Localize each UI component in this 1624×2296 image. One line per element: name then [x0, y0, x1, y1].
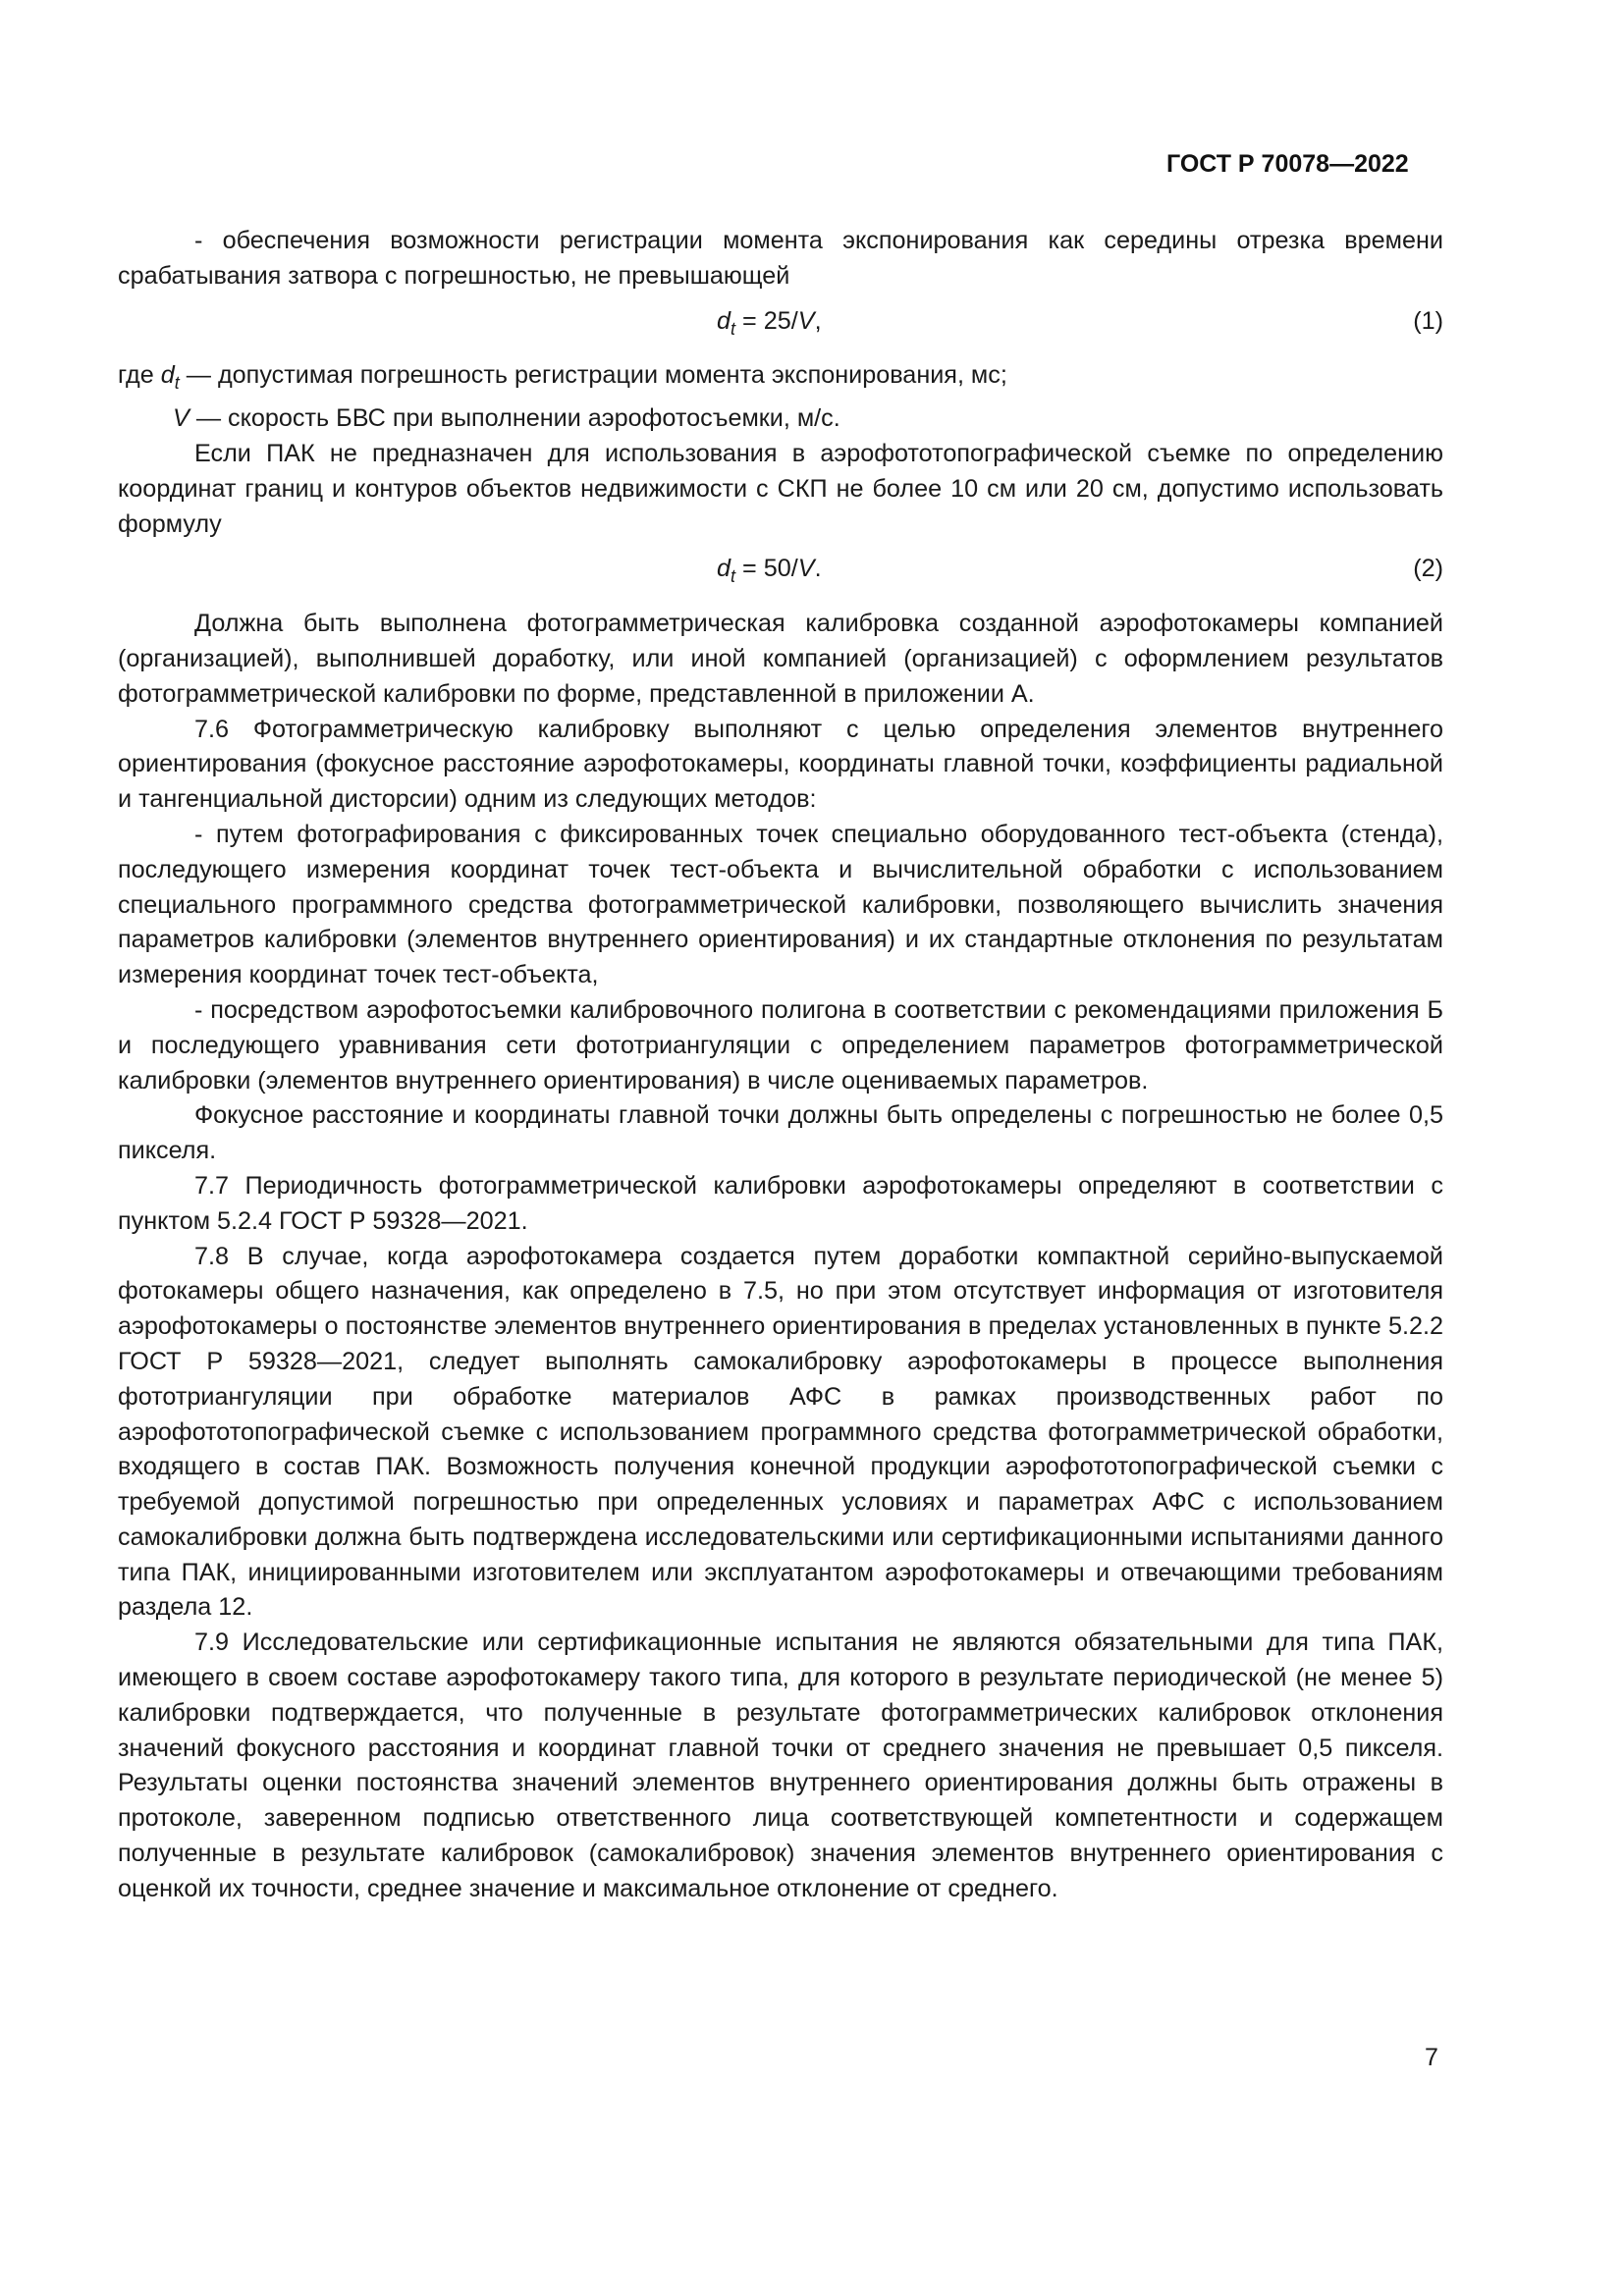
document-body [118, 224, 1443, 1907]
paragraph-if-not-intended: Если ПАК не предназначен для использования в аэрофототопографической съемке по определению координат границ и контуров объектов недвижимости с СКП не более 10 см или 20 см, допустимо использовать формулу [118, 439, 1443, 538]
formula-1-expression: $d_t = 25/V$, [717, 306, 822, 339]
formula-2 [118, 552, 1443, 587]
formula-1-number: (1) [1413, 306, 1443, 335]
bullet-7-6-test-object: - путем фотографирования с фиксированных точек специально оборудованного тест-объекта (стенда), последующего измерения координат точек тест-объекта и вычислительной обработки с использованием специального программного средства фотограмметрической калибровки, позволяющего вычислить значения параметров калибровки (элементов внутреннего ориентирования) и их стандартные отклонения по результатам измерения координат точек тест-объекта, [118, 820, 1443, 989]
bullet-7-6-polygon: - посредством аэрофотосъемки калибровочного полигона в соответствии с рекомендациями приложения Б и последующего уравнивания сети фототриангуляции с определением параметров фотограмметрической калибровки (элементов внутреннего ориентирования) в числе оцениваемых параметров. [118, 995, 1443, 1095]
paragraph-calibration-required: Должна быть выполнена фотограмметрическая калибровка созданной аэрофотокамеры компанией (организацией), выполнившей доработку, или иной компанией (организацией) с оформлением результатов фотограмметрической калибровки по форме, представленной в приложении А. [118, 610, 1443, 708]
paragraph-7-8: 7.8 В случае, когда аэрофотокамера создается путем доработки компактной серийно-выпускаемой фотокамеры общего назначения, как определено в 7.5, но при этом отсутствует информация от изготовителя аэрофотокамеры о постоянстве элементов внутреннего ориентирования в пределах установленных в пункте 5.2.2 ГОСТ Р 59328—2021, следует выполнять самокалибровку аэрофотокамеры в процессе выполнения фототриангуляции при обработке материалов АФС в рамках производственных работ по аэрофототопографической съемке с использованием программного средства фотограмметрической обработки, входящего в состав ПАК. Возможность получения конечной продукции аэрофототопографической съемки с требуемой допустимой погрешностью при определенных условиях и параметрах АФС с использованием самокалибровки должна быть подтверждена исследовательскими или сертификационными испытаниями данного типа ПАК, инициированными изготовителем или эксплуатантом аэрофотокамеры и отвечающими требованиям раздела 12. [118, 1242, 1443, 1622]
paragraph-7-7: 7.7 Периодичность фотограмметрической калибровки аэрофотокамеры определяют в соответствии с пунктом 5.2.4 ГОСТ Р 59328—2021. [118, 1171, 1443, 1235]
where-v-line: V — скорость БВС при выполнении аэрофотосъемки, м/с. [173, 404, 840, 433]
paragraph-7-9: 7.9 Исследовательские или сертификационные испытания не являются обязательными для типа ПАК, имеющего в своем составе аэрофотокамеру такого типа, для которого в результате периодической (не менее 5) калибровки подтверждается, что полученные в результате фотограмметрических калибровок отклонения значений фокусного расстояния и координат главной точки от среднего значения не превышает 0,5 пикселя. Результаты оценки постоянства значений элементов внутреннего ориентирования должны быть отражены в протоколе, заверенном подписью ответственного лица соответствующей компетентности и содержащем полученные в результате калибровок (самокалибровок) значения элементов внутреннего ориентирования с оценкой их точности, среднее значение и максимальное отклонение от среднего. [118, 1629, 1443, 1902]
paragraph-7-6: 7.6 Фотограмметрическую калибровку выполняют с целью определения элементов внутреннего ориентирования (фокусное расстояние аэрофотокамеры, координаты главной точки, коэффициенты радиальной и тангенциальной дисторсии) одним из следующих методов: [118, 715, 1443, 814]
page-number: 7 [1425, 2044, 1438, 2071]
paragraph-focus-accuracy: Фокусное расстояние и координаты главной точки должны быть определены с погрешностью не более 0,5 пикселя. [118, 1101, 1443, 1165]
document-code-header: ГОСТ Р 70078—2022 [1166, 150, 1409, 178]
formula-1 [118, 304, 1443, 340]
formula-2-number: (2) [1413, 555, 1443, 583]
formula-2-expression: $d_t = 50/V$. [717, 555, 822, 587]
where-d-line: где $d_t$ — допустимая погрешность регистрации момента экспонирования, мс; [118, 361, 1007, 394]
bullet-exposure: - обеспечения возможности регистрации момента экспонирования как середины отрезка времени срабатывания затвора с погрешностью, не превышающей [118, 227, 1443, 290]
